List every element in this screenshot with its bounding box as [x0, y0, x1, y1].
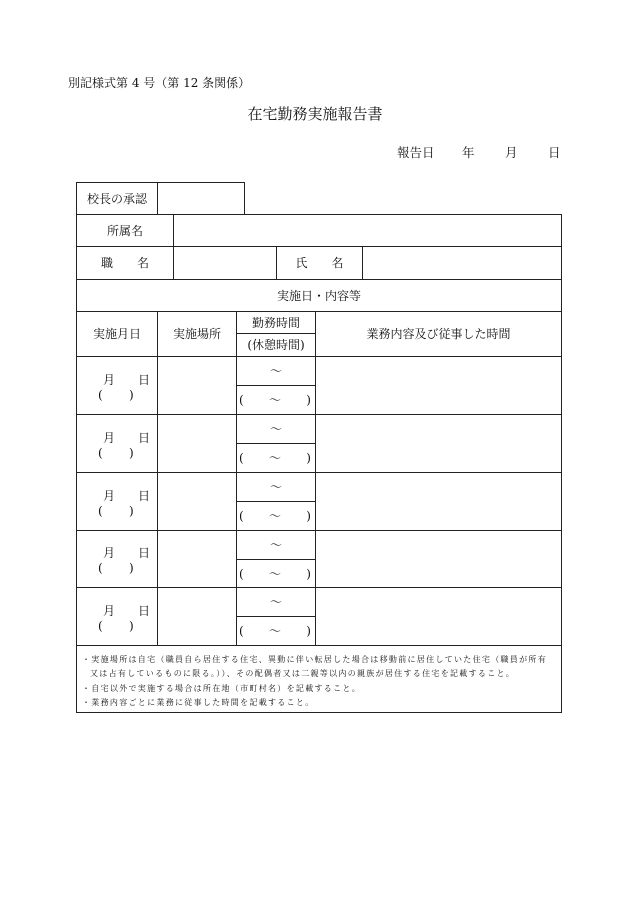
record-weekday-open: (	[98, 446, 103, 460]
principal-approval-label-cell	[76, 182, 158, 215]
record-break-separator: ～	[268, 451, 281, 465]
position-label: 職 名	[100, 256, 155, 270]
record-break-separator: ～	[268, 393, 281, 407]
principal-approval-field	[157, 182, 245, 215]
column-header-hours	[236, 311, 316, 334]
record-break-separator: ～	[268, 624, 281, 638]
record-weekday-close: )	[129, 619, 134, 633]
column-header-place-label: 実施場所	[172, 327, 221, 341]
record-row	[76, 530, 562, 588]
record-place-cell	[157, 587, 237, 646]
record-hours-cell	[236, 414, 316, 444]
record-weekday-close: )	[129, 446, 134, 460]
report-date-year: 年	[462, 145, 475, 160]
record-month-label: 月	[103, 604, 116, 618]
records-section-title: 実施日・内容等	[276, 288, 361, 303]
affiliation-label-cell	[76, 214, 174, 247]
record-break-open: (	[239, 393, 244, 407]
record-day-label: 日	[138, 431, 151, 445]
record-break-open: (	[239, 566, 244, 581]
record-weekday-open: (	[98, 388, 103, 402]
principal-approval-label: 校長の承認	[86, 191, 147, 206]
record-row	[76, 414, 562, 473]
record-break-cell	[236, 616, 316, 646]
affiliation-label: 所属名	[106, 223, 143, 238]
record-month-label: 月	[103, 489, 116, 503]
record-hours-separator: ～	[269, 538, 282, 552]
record-hours-separator: ～	[269, 364, 282, 378]
record-weekday-close: )	[129, 504, 134, 518]
record-day-label: 日	[138, 373, 151, 387]
record-date-cell	[76, 472, 158, 531]
record-weekday-open: (	[98, 619, 103, 633]
note-line: 又は占有しているものに限る。））、その配偶者又は二親等以内の親族が居住する住宅を記載すること。	[90, 669, 516, 678]
record-break-open: (	[239, 509, 244, 523]
record-break-cell	[236, 501, 316, 531]
form-number: 別記様式第 4 号（第 12 条関係）	[68, 76, 251, 90]
record-break-cell	[236, 559, 316, 588]
column-header-break	[236, 333, 316, 357]
record-break-separator: ～	[268, 566, 281, 581]
record-break-open: (	[239, 624, 244, 638]
column-header-break-label: (休憩時間)	[247, 338, 305, 352]
name-field	[362, 246, 562, 280]
document-title: 在宅勤務実施報告書	[247, 105, 383, 123]
notes-box	[76, 645, 562, 713]
record-place-cell	[157, 414, 237, 473]
record-break-separator: ～	[268, 509, 281, 523]
record-hours-cell	[236, 587, 316, 617]
record-place-cell	[157, 472, 237, 531]
column-header-content	[315, 311, 562, 357]
record-date-cell	[76, 414, 158, 473]
position-field	[173, 246, 277, 280]
record-content-cell	[315, 587, 562, 646]
record-weekday-close: )	[129, 561, 134, 575]
record-place-cell	[157, 530, 237, 588]
record-date-cell	[76, 587, 158, 646]
record-hours-cell	[236, 530, 316, 560]
column-header-date	[76, 311, 158, 357]
note-line: ・業務内容ごとに業務に従事した時間を記載すること。	[82, 698, 315, 707]
record-day-label: 日	[138, 604, 151, 618]
record-row	[76, 472, 562, 531]
note-line: ・実施場所は自宅（職員自ら居住する住宅、異動に伴い転居した場合は移動前に居住していた住宅（職員が所有	[82, 655, 547, 664]
record-hours-separator: ～	[269, 422, 282, 436]
record-content-cell	[315, 530, 562, 588]
name-label-cell	[276, 246, 363, 280]
record-break-close: )	[306, 624, 311, 638]
note-line: ・自宅以外で実施する場合は所在地（市町村名）を記載すること。	[82, 684, 361, 693]
column-header-content-label: 業務内容及び従事した時間	[366, 327, 511, 341]
record-place-cell	[157, 356, 237, 415]
record-weekday-close: )	[129, 388, 134, 402]
record-break-close: )	[306, 509, 311, 523]
record-date-cell	[76, 530, 158, 588]
affiliation-field	[173, 214, 562, 247]
record-content-cell	[315, 472, 562, 531]
position-label-cell	[76, 246, 174, 280]
record-content-cell	[315, 414, 562, 473]
record-hours-cell	[236, 472, 316, 502]
record-hours-cell	[236, 356, 316, 386]
record-hours-separator: ～	[269, 480, 282, 494]
record-weekday-open: (	[98, 561, 103, 575]
record-break-close: )	[306, 451, 311, 465]
record-break-close: )	[306, 393, 311, 407]
record-break-cell	[236, 443, 316, 473]
record-month-label: 月	[103, 546, 116, 560]
record-date-cell	[76, 356, 158, 415]
record-month-label: 月	[103, 431, 116, 445]
column-header-place	[157, 311, 237, 357]
report-date-month: 月	[505, 145, 518, 160]
report-date-day: 日	[548, 145, 561, 160]
records-section-title-cell	[76, 279, 562, 312]
column-header-date-label: 実施月日	[92, 327, 141, 341]
record-row	[76, 356, 562, 415]
record-weekday-open: (	[98, 504, 103, 518]
column-header-hours-label: 勤務時間	[251, 315, 300, 330]
record-content-cell	[315, 356, 562, 415]
record-row	[76, 587, 562, 646]
record-hours-separator: ～	[269, 595, 282, 609]
record-break-close: )	[306, 566, 311, 581]
record-break-cell	[236, 385, 316, 415]
record-break-open: (	[239, 451, 244, 465]
record-month-label: 月	[103, 373, 116, 387]
record-day-label: 日	[138, 546, 151, 560]
name-label: 氏 名	[295, 256, 350, 270]
record-day-label: 日	[138, 489, 151, 503]
report-date-label: 報告日	[397, 145, 435, 160]
